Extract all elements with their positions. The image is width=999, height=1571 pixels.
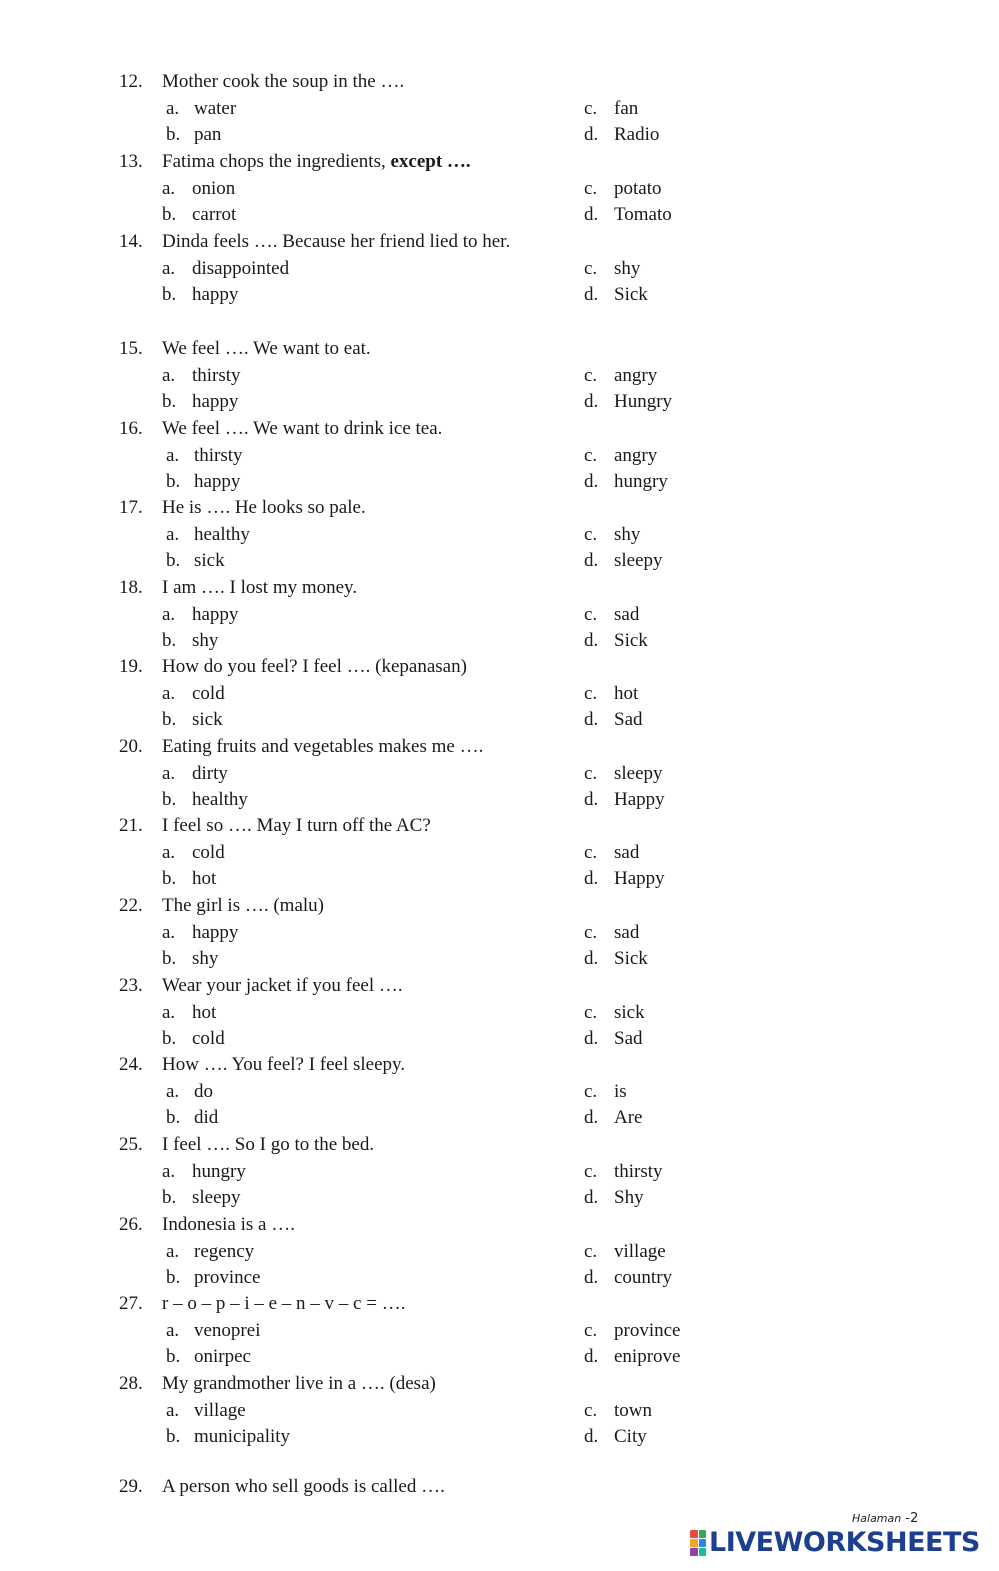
question-number: 15. bbox=[119, 338, 143, 359]
question-text bbox=[162, 68, 404, 95]
option-text: do bbox=[194, 1080, 213, 1102]
option-letter: b. bbox=[162, 630, 177, 651]
option-letter: a. bbox=[162, 762, 176, 784]
question-text-main: We feel …. We want to eat. bbox=[162, 338, 371, 359]
logo-tile-1 bbox=[699, 1530, 707, 1538]
option-letter: c. bbox=[584, 1240, 598, 1262]
question-number: 18. bbox=[119, 577, 143, 598]
question-number: 16. bbox=[119, 418, 143, 439]
option-text: village bbox=[614, 1240, 666, 1262]
option-letter: a. bbox=[162, 177, 176, 199]
question-text bbox=[162, 892, 324, 919]
option-letter: b. bbox=[166, 471, 181, 492]
option-text: angry bbox=[614, 364, 658, 386]
option-letter: c. bbox=[584, 921, 598, 943]
option-row bbox=[0, 521, 999, 548]
option-letter: d. bbox=[584, 204, 599, 225]
option-letter: b. bbox=[162, 391, 177, 412]
option-text: potato bbox=[614, 177, 662, 199]
question-5 bbox=[0, 494, 999, 521]
question-text-main: Eating fruits and vegetables makes me …. bbox=[162, 736, 484, 757]
option-letter: d. bbox=[584, 124, 599, 145]
question-number: 26. bbox=[119, 1214, 143, 1235]
question-text-main: r – o – p – i – e – n – v – c = …. bbox=[162, 1293, 406, 1314]
option-text: fan bbox=[614, 97, 639, 119]
logo-mark-icon bbox=[690, 1530, 706, 1556]
option-letter: d. bbox=[584, 1028, 599, 1049]
option-text: sad bbox=[614, 603, 640, 625]
option-letter: d. bbox=[584, 1267, 599, 1288]
question-11 bbox=[0, 972, 999, 999]
option-text: Sick bbox=[614, 948, 648, 969]
option-text: happy bbox=[192, 921, 239, 943]
option-letter: c. bbox=[584, 257, 598, 279]
option-letter: c. bbox=[584, 444, 598, 466]
question-text-main: Wear your jacket if you feel …. bbox=[162, 975, 403, 996]
question-0 bbox=[0, 68, 999, 95]
question-number: 19. bbox=[119, 656, 143, 677]
option-letter: b. bbox=[162, 868, 177, 889]
question-text-main: Fatima chops the ingredients, bbox=[162, 151, 391, 172]
option-row bbox=[0, 362, 999, 389]
option-letter: a. bbox=[162, 1001, 176, 1023]
option-text: happy bbox=[194, 471, 241, 492]
option-letter: a. bbox=[162, 682, 176, 704]
question-text bbox=[162, 228, 510, 255]
option-text: sad bbox=[614, 921, 640, 943]
option-text: carrot bbox=[192, 204, 237, 225]
option-letter: a. bbox=[162, 921, 176, 943]
question-7 bbox=[0, 653, 999, 680]
question-number: 25. bbox=[119, 1134, 143, 1155]
question-14 bbox=[0, 1211, 999, 1238]
option-letter: d. bbox=[584, 789, 599, 810]
option-letter: d. bbox=[584, 948, 599, 969]
option-row bbox=[0, 839, 999, 866]
option-letter: d. bbox=[584, 1187, 599, 1208]
option-letter: b. bbox=[162, 204, 177, 225]
option-text: pan bbox=[194, 124, 222, 145]
option-row bbox=[0, 1397, 999, 1424]
option-letter: a. bbox=[166, 1080, 180, 1102]
option-letter: a. bbox=[166, 1319, 180, 1341]
option-letter: a. bbox=[166, 97, 180, 119]
option-row bbox=[0, 999, 999, 1026]
option-letter: d. bbox=[584, 630, 599, 651]
option-row bbox=[0, 1184, 999, 1211]
option-text: Sad bbox=[614, 1028, 643, 1049]
option-text: hungry bbox=[192, 1160, 246, 1182]
logo-tile-0 bbox=[690, 1530, 698, 1538]
option-text: sick bbox=[194, 550, 225, 571]
option-letter: b. bbox=[166, 1107, 181, 1128]
question-text bbox=[162, 574, 357, 601]
question-text-main: A person who sell goods is called …. bbox=[162, 1476, 445, 1497]
option-text: Sad bbox=[614, 709, 643, 730]
option-text: sick bbox=[614, 1001, 645, 1023]
question-9 bbox=[0, 812, 999, 839]
option-letter: b. bbox=[166, 124, 181, 145]
question-16 bbox=[0, 1370, 999, 1397]
option-letter: d. bbox=[584, 1346, 599, 1367]
option-row bbox=[0, 255, 999, 282]
option-row bbox=[0, 1158, 999, 1185]
option-text: dirty bbox=[192, 762, 228, 784]
question-text-main: Dinda feels …. Because her friend lied to her. bbox=[162, 231, 511, 252]
option-letter: d. bbox=[584, 1426, 599, 1447]
question-text bbox=[162, 733, 483, 760]
option-text: town bbox=[614, 1399, 652, 1421]
option-letter: b. bbox=[162, 1187, 177, 1208]
question-text bbox=[162, 1290, 405, 1317]
option-letter: b. bbox=[162, 948, 177, 969]
option-text: happy bbox=[192, 603, 239, 625]
option-text: hungry bbox=[614, 471, 668, 492]
logo-tile-2 bbox=[690, 1539, 698, 1547]
option-text: thirsty bbox=[614, 1160, 663, 1182]
option-letter: d. bbox=[584, 868, 599, 889]
option-row bbox=[0, 706, 999, 733]
option-row bbox=[0, 468, 999, 495]
liveworksheets-logo[interactable] bbox=[690, 1527, 980, 1559]
option-row bbox=[0, 786, 999, 813]
option-letter: c. bbox=[584, 1319, 598, 1341]
option-letter: a. bbox=[162, 841, 176, 863]
question-13 bbox=[0, 1131, 999, 1158]
page-number-value: -2 bbox=[905, 1511, 919, 1526]
question-text-main: I feel so …. May I turn off the AC? bbox=[162, 815, 431, 836]
question-text-main: How do you feel? I feel …. (kepanasan) bbox=[162, 656, 467, 677]
option-text: province bbox=[194, 1267, 261, 1288]
option-row bbox=[0, 442, 999, 469]
option-row bbox=[0, 95, 999, 122]
option-letter: b. bbox=[166, 550, 181, 571]
question-text bbox=[162, 1131, 374, 1158]
option-text: disappointed bbox=[192, 257, 290, 279]
question-text bbox=[162, 972, 403, 999]
option-text: Radio bbox=[614, 124, 660, 145]
option-text: sleepy bbox=[614, 550, 663, 571]
option-letter: b. bbox=[162, 789, 177, 810]
option-text: regency bbox=[194, 1240, 255, 1262]
option-letter: a. bbox=[166, 523, 180, 545]
logo-tile-5 bbox=[699, 1548, 707, 1556]
option-row bbox=[0, 601, 999, 628]
option-text: shy bbox=[192, 630, 219, 651]
question-3 bbox=[0, 335, 999, 362]
option-letter: b. bbox=[166, 1346, 181, 1367]
option-row bbox=[0, 1423, 999, 1450]
option-text: municipality bbox=[194, 1426, 291, 1447]
option-text: hot bbox=[192, 868, 217, 889]
option-text: City bbox=[614, 1426, 647, 1447]
question-number: 22. bbox=[119, 895, 143, 916]
option-text: happy bbox=[192, 284, 239, 305]
question-text-emphasis: except …. bbox=[390, 151, 471, 172]
option-text: thirsty bbox=[192, 364, 241, 386]
option-row bbox=[0, 680, 999, 707]
option-letter: b. bbox=[162, 709, 177, 730]
question-text-main: Mother cook the soup in the …. bbox=[162, 71, 405, 92]
option-text: did bbox=[194, 1107, 219, 1128]
question-number: 12. bbox=[119, 71, 143, 92]
question-text-main: My grandmother live in a …. (desa) bbox=[162, 1373, 436, 1394]
option-text: Happy bbox=[614, 789, 665, 810]
option-text: cold bbox=[192, 682, 225, 704]
option-letter: c. bbox=[584, 523, 598, 545]
option-text: cold bbox=[192, 1028, 225, 1049]
question-2 bbox=[0, 228, 999, 255]
option-letter: c. bbox=[584, 364, 598, 386]
option-letter: c. bbox=[584, 841, 598, 863]
option-letter: c. bbox=[584, 762, 598, 784]
option-letter: a. bbox=[166, 1399, 180, 1421]
option-row bbox=[0, 760, 999, 787]
option-text: Sick bbox=[614, 284, 648, 305]
option-row bbox=[0, 945, 999, 972]
option-text: sleepy bbox=[614, 762, 663, 784]
logo-tile-3 bbox=[699, 1539, 707, 1547]
question-text bbox=[162, 1211, 295, 1238]
option-letter: a. bbox=[166, 444, 180, 466]
question-text bbox=[162, 415, 442, 442]
question-text-main: He is …. He looks so pale. bbox=[162, 497, 366, 518]
option-text: happy bbox=[192, 391, 239, 412]
option-row bbox=[0, 1078, 999, 1105]
option-text: Happy bbox=[614, 868, 665, 889]
question-text bbox=[162, 1370, 436, 1397]
question-text-main: We feel …. We want to drink ice tea. bbox=[162, 418, 443, 439]
question-text bbox=[162, 653, 467, 680]
option-text: sad bbox=[614, 841, 640, 863]
option-row bbox=[0, 175, 999, 202]
option-text: eniprove bbox=[614, 1346, 681, 1367]
question-text-main: The girl is …. (malu) bbox=[162, 895, 324, 916]
option-text: venoprei bbox=[194, 1319, 261, 1341]
page-number bbox=[852, 1511, 918, 1526]
option-text: water bbox=[194, 97, 237, 119]
question-text-main: I feel …. So I go to the bed. bbox=[162, 1134, 375, 1155]
question-text-main: How …. You feel? I feel sleepy. bbox=[162, 1054, 406, 1075]
option-letter: a. bbox=[162, 603, 176, 625]
question-number: 13. bbox=[119, 151, 143, 172]
option-text: Tomato bbox=[614, 204, 672, 225]
question-1 bbox=[0, 148, 999, 175]
logo-text: LIVEWORKSHEETS bbox=[709, 1527, 980, 1558]
option-letter: d. bbox=[584, 1107, 599, 1128]
option-text: cold bbox=[192, 841, 225, 863]
page-label: Halaman bbox=[852, 1512, 902, 1525]
option-letter: d. bbox=[584, 709, 599, 730]
option-row bbox=[0, 1025, 999, 1052]
option-text: province bbox=[614, 1319, 681, 1341]
option-letter: a. bbox=[162, 364, 176, 386]
question-text bbox=[162, 335, 371, 362]
option-letter: d. bbox=[584, 284, 599, 305]
question-15 bbox=[0, 1290, 999, 1317]
logo-tile-4 bbox=[690, 1548, 698, 1556]
option-text: sick bbox=[192, 709, 223, 730]
question-text bbox=[162, 812, 431, 839]
option-row bbox=[0, 1104, 999, 1131]
question-8 bbox=[0, 733, 999, 760]
option-letter: c. bbox=[584, 1160, 598, 1182]
option-text: shy bbox=[192, 948, 219, 969]
question-number: 17. bbox=[119, 497, 143, 518]
option-text: onion bbox=[192, 177, 236, 199]
option-text: village bbox=[194, 1399, 246, 1421]
option-row bbox=[0, 281, 999, 308]
option-text: shy bbox=[614, 523, 641, 545]
option-row bbox=[0, 547, 999, 574]
option-row bbox=[0, 865, 999, 892]
option-letter: d. bbox=[584, 391, 599, 412]
option-letter: b. bbox=[166, 1426, 181, 1447]
option-row bbox=[0, 201, 999, 228]
question-4 bbox=[0, 415, 999, 442]
option-letter: b. bbox=[166, 1267, 181, 1288]
question-number: 29. bbox=[119, 1476, 143, 1497]
question-number: 24. bbox=[119, 1054, 143, 1075]
option-row bbox=[0, 388, 999, 415]
option-text: country bbox=[614, 1267, 673, 1288]
question-text-main: Indonesia is a …. bbox=[162, 1214, 295, 1235]
option-text: Hungry bbox=[614, 391, 673, 412]
question-10 bbox=[0, 892, 999, 919]
question-17 bbox=[0, 1473, 999, 1500]
option-letter: c. bbox=[584, 1001, 598, 1023]
option-text: sleepy bbox=[192, 1187, 241, 1208]
option-text: hot bbox=[614, 682, 639, 704]
question-text bbox=[162, 494, 366, 521]
option-letter: c. bbox=[584, 1399, 598, 1421]
option-letter: a. bbox=[162, 257, 176, 279]
option-letter: a. bbox=[166, 1240, 180, 1262]
option-letter: c. bbox=[584, 682, 598, 704]
option-letter: a. bbox=[162, 1160, 176, 1182]
question-text bbox=[162, 1051, 405, 1078]
question-6 bbox=[0, 574, 999, 601]
option-row bbox=[0, 627, 999, 654]
option-letter: b. bbox=[162, 1028, 177, 1049]
question-number: 14. bbox=[119, 231, 143, 252]
option-letter: c. bbox=[584, 97, 598, 119]
option-text: thirsty bbox=[194, 444, 243, 466]
question-number: 27. bbox=[119, 1293, 143, 1314]
option-letter: c. bbox=[584, 603, 598, 625]
option-text: is bbox=[614, 1080, 627, 1102]
option-text: Shy bbox=[614, 1187, 644, 1208]
option-letter: c. bbox=[584, 177, 598, 199]
option-row bbox=[0, 121, 999, 148]
option-text: onirpec bbox=[194, 1346, 251, 1367]
option-text: Sick bbox=[614, 630, 648, 651]
question-number: 20. bbox=[119, 736, 143, 757]
option-text: Are bbox=[614, 1107, 643, 1128]
option-text: angry bbox=[614, 444, 658, 466]
option-text: healthy bbox=[192, 789, 248, 810]
option-row bbox=[0, 1343, 999, 1370]
question-text bbox=[162, 148, 471, 175]
question-12 bbox=[0, 1051, 999, 1078]
option-letter: b. bbox=[162, 284, 177, 305]
option-row bbox=[0, 1238, 999, 1265]
option-row bbox=[0, 1264, 999, 1291]
question-number: 23. bbox=[119, 975, 143, 996]
option-text: shy bbox=[614, 257, 641, 279]
option-letter: d. bbox=[584, 550, 599, 571]
option-row bbox=[0, 1317, 999, 1344]
option-text: healthy bbox=[194, 523, 250, 545]
option-letter: d. bbox=[584, 471, 599, 492]
question-number: 21. bbox=[119, 815, 143, 836]
question-text bbox=[162, 1473, 445, 1500]
option-row bbox=[0, 919, 999, 946]
question-number: 28. bbox=[119, 1373, 143, 1394]
question-text-main: I am …. I lost my money. bbox=[162, 577, 358, 598]
option-text: hot bbox=[192, 1001, 217, 1023]
option-letter: c. bbox=[584, 1080, 598, 1102]
